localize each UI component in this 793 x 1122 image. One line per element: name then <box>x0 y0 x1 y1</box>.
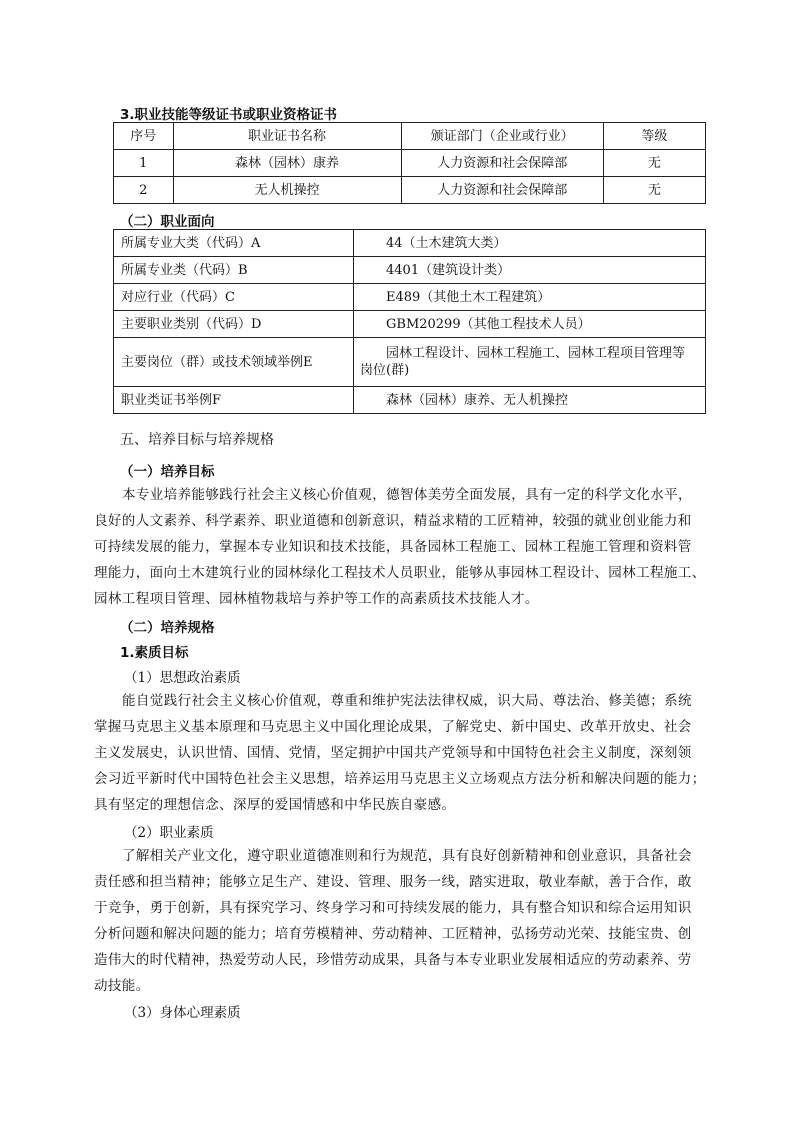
goal-paragraph <box>94 482 706 612</box>
row-value: E489（其他土木工程建筑） <box>354 284 706 311</box>
table-row <box>114 387 706 414</box>
table-header-row <box>114 123 706 150</box>
cert-table <box>113 122 706 204</box>
table-cell: 无 <box>603 177 705 204</box>
paragraph-line: 本专业培养能够践行社会主义核心价值观，德智体美劳全面发展，具有一定的科学文化水平， <box>122 487 692 503</box>
cert-section-title: 3.职业技能等级证书或职业资格证书 <box>120 107 338 123</box>
table-cell: 森林（园林）康养 <box>173 150 401 177</box>
paragraph-line: 了解相关产业文化，遵守职业道德准则和行为规范，具有良好创新精神和创业意识，具备社会 <box>122 848 692 864</box>
political-paragraph <box>94 688 706 818</box>
paragraph-line: 会习近平新时代中国特色社会主义思想，培养运用马克思主义立场观点方法分析和解决问题的能力； <box>94 771 706 787</box>
paragraph-line: 理能力，面向土木建筑行业的园林绿化工程技术人员职业，能够从事园林工程设计、园林工程施工、 <box>94 565 706 581</box>
paragraph-line: 掌握马克思主义基本原理和马克思主义中国化理论成果，了解党史、新中国史、改革开放史、社会 <box>94 719 692 735</box>
row-key: 主要职业类别（代码）D <box>114 311 354 338</box>
table-row <box>114 284 706 311</box>
paragraph-line: 动技能。 <box>94 978 150 994</box>
professional-title: （2）职业素质 <box>124 825 214 841</box>
table-cell: 人力资源和社会保障部 <box>401 150 603 177</box>
physical-title: （3）身体心理素质 <box>124 1005 241 1021</box>
table-cell: 无人机操控 <box>173 177 401 204</box>
spec-title: （二）培养规格 <box>120 620 215 636</box>
row-value-line: 园林工程设计、园林工程施工、园林工程项目管理等 <box>386 346 686 361</box>
paragraph-line: 主义发展史，认识世情、国情、党情，坚定拥护中国共产党领导和中国特色社会主义制度，深刻领 <box>94 745 692 761</box>
row-key: 所属专业类（代码）B <box>114 257 354 284</box>
paragraph-line: 具有坚定的理想信念、深厚的爱国情感和中华民族自豪感。 <box>94 797 456 813</box>
job-table <box>113 229 706 414</box>
paragraph-line: 造伟大的时代精神，热爱劳动人民，珍惜劳动成果，具备与本专业职业发展相适应的劳动素养、劳 <box>94 952 692 968</box>
row-key: 所属专业大类（代码）A <box>114 230 354 257</box>
chapter-title: 五、培养目标与培养规格 <box>120 432 274 448</box>
row-key: 对应行业（代码）C <box>114 284 354 311</box>
quality-title: 1.素质目标 <box>120 645 189 661</box>
professional-paragraph <box>94 843 700 999</box>
table-row <box>114 177 706 204</box>
paragraph-line: 园林工程项目管理、园林植物栽培与养护等工作的高素质技术技能人才。 <box>94 591 539 607</box>
header-cell: 等级 <box>603 123 705 150</box>
table-row <box>114 311 706 338</box>
paragraph-line: 于竞争，勇于创新，具有探究学习、终身学习和可持续发展的能力，具有整合知识和综合运用知识 <box>94 900 692 916</box>
table-row <box>114 150 706 177</box>
header-cell: 职业证书名称 <box>173 123 401 150</box>
political-title: （1）思想政治素质 <box>124 670 241 686</box>
row-key: 职业类证书举例F <box>114 387 354 414</box>
row-value: 4401（建筑设计类） <box>354 257 706 284</box>
table-row <box>114 257 706 284</box>
table-cell: 无 <box>603 150 705 177</box>
table-cell: 人力资源和社会保障部 <box>401 177 603 204</box>
paragraph-line: 良好的人文素养、科学素养、职业道德和创新意识，精益求精的工匠精神，较强的就业创业能力和 <box>94 513 692 529</box>
row-value: GBM20299（其他工程技术人员） <box>354 311 706 338</box>
table-cell: 1 <box>114 150 174 177</box>
table-row <box>114 338 706 387</box>
job-section-title: （二）职业面向 <box>120 214 215 230</box>
header-cell: 颁证部门（企业或行业） <box>401 123 603 150</box>
paragraph-line: 分析问题和解决问题的能力；培育劳模精神、劳动精神、工匠精神，弘扬劳动光荣、技能宝贵、创 <box>94 926 692 942</box>
table-cell: 2 <box>114 177 174 204</box>
row-value-line: 岗位(群) <box>360 363 410 378</box>
paragraph-line: 可持续发展的能力，掌握本专业知识和技术技能，具备园林工程施工、园林工程施工管理和资料管 <box>94 539 692 555</box>
row-key: 主要岗位（群）或技术领域举例E <box>114 338 354 387</box>
row-value <box>354 338 706 387</box>
table-row <box>114 230 706 257</box>
row-value: 森林（园林）康养、无人机操控 <box>354 387 706 414</box>
paragraph-line: 责任感和担当精神；能够立足生产、建设、管理、服务一线，踏实进取，敬业奉献，善于合作，敢 <box>94 874 692 890</box>
goal-title: （一）培养目标 <box>120 464 215 480</box>
header-cell: 序号 <box>114 123 174 150</box>
paragraph-line: 能自觉践行社会主义核心价值观，尊重和维护宪法法律权威，识大局、尊法治、修美德；系统 <box>122 693 692 709</box>
row-value: 44（土木建筑大类） <box>354 230 706 257</box>
